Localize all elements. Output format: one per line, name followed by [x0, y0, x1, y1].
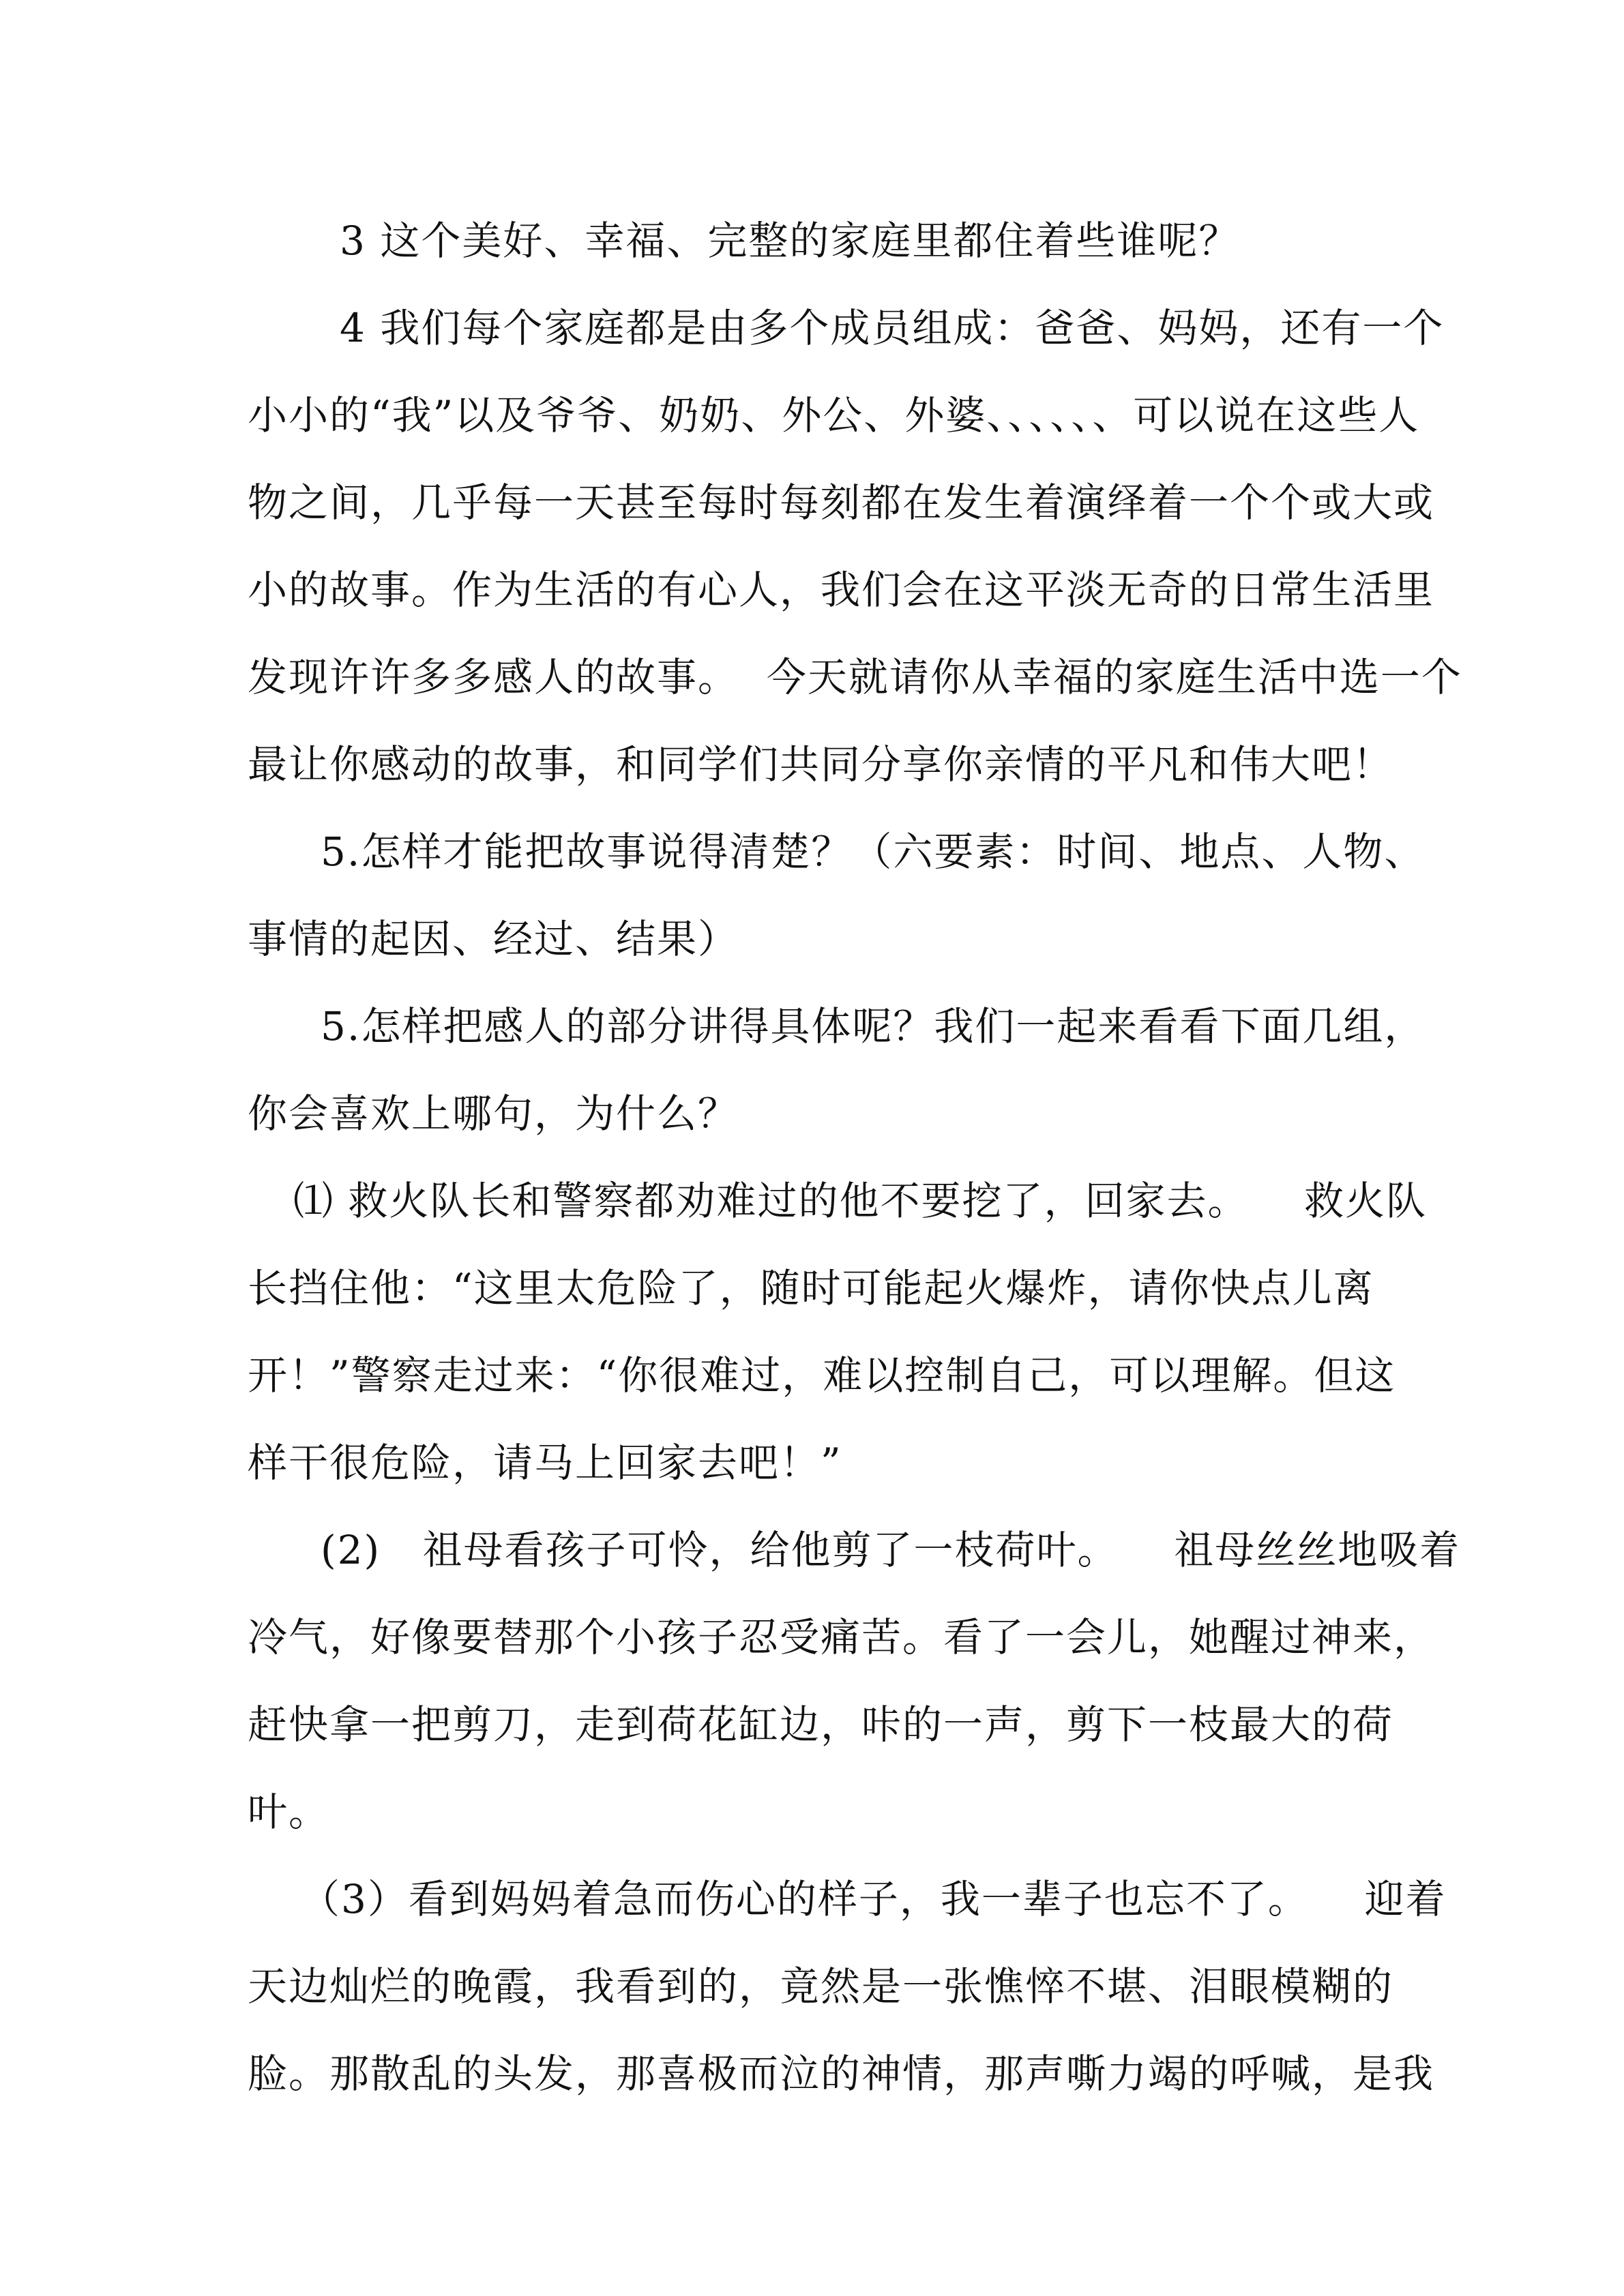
text-line-21: 天边灿烂的晚霞，我看到的，竟然是一张憔悴不堪、泪眼模糊的 [248, 1963, 1394, 2010]
text-line-11: 你会喜欢上哪句，为什么？ [248, 1090, 739, 1137]
text-line-8: 5.怎样才能把故事说得清楚？（六要素：时间、地点、人物、 [321, 829, 1426, 875]
text-line-12: ⑴ 救火队长和警察都劝难过的他不要挖了，回家去。 救火队 [293, 1178, 1428, 1224]
text-line-10: 5.怎样把感人的部分讲得具体呢？我们一起来看看下面几组， [321, 1003, 1426, 1049]
text-line-19: 叶。 [248, 1789, 330, 1835]
text-line-18: 赶快拿一把剪刀，走到荷花缸边，咔的一声，剪下一枝最大的荷 [248, 1701, 1394, 1748]
text-line-5: 小的故事。作为生活的有心人，我们会在这平淡无奇的日常生活里 [248, 567, 1435, 613]
text-line-3: 小小的“我”以及爷爷、奶奶、外公、外婆、、、、、、可以说在这些人 [248, 392, 1420, 438]
text-line-20: （3）看到妈妈着急而伤心的样子，我一辈子也忘不了。 迎着 [300, 1876, 1447, 1922]
text-line-22: 脸。那散乱的头发，那喜极而泣的神情，那声嘶力竭的呼喊，是我 [248, 2051, 1435, 2097]
text-line-13: 长挡住他：“这里太危险了，随时可能起火爆炸，请你快点儿离 [248, 1265, 1374, 1311]
text-line-17: 冷气，好像要替那个小孩子忍受痛苦。看了一会儿，她醒过神来， [248, 1614, 1435, 1660]
text-line-15: 样干很危险，请马上回家去吧！” [248, 1440, 842, 1486]
text-line-9: 事情的起因、经过、结果） [248, 916, 739, 962]
text-line-4: 物之间，几乎每一天甚至每时每刻都在发生着演绎着一个个或大或 [248, 479, 1435, 526]
text-line-1: 3 这个美好、幸福、完整的家庭里都住着些谁呢？ [340, 218, 1240, 264]
text-line-7: 最让你感动的故事，和同学们共同分享你亲情的平凡和伟大吧！ [248, 741, 1394, 788]
text-line-16: (2) 祖母看孩子可怜，给他剪了一枝荷叶。 祖母丝丝地吸着 [321, 1527, 1461, 1573]
text-line-14: 开！”警察走过来：“你很难过，难以控制自己，可以理解。但这 [248, 1352, 1396, 1399]
text-line-6: 发现许许多多感人的故事。 今天就请你从幸福的家庭生活中选一个 [248, 654, 1462, 700]
text-line-2: 4 我们每个家庭都是由多个成员组成：爸爸、妈妈，还有一个 [340, 305, 1445, 351]
